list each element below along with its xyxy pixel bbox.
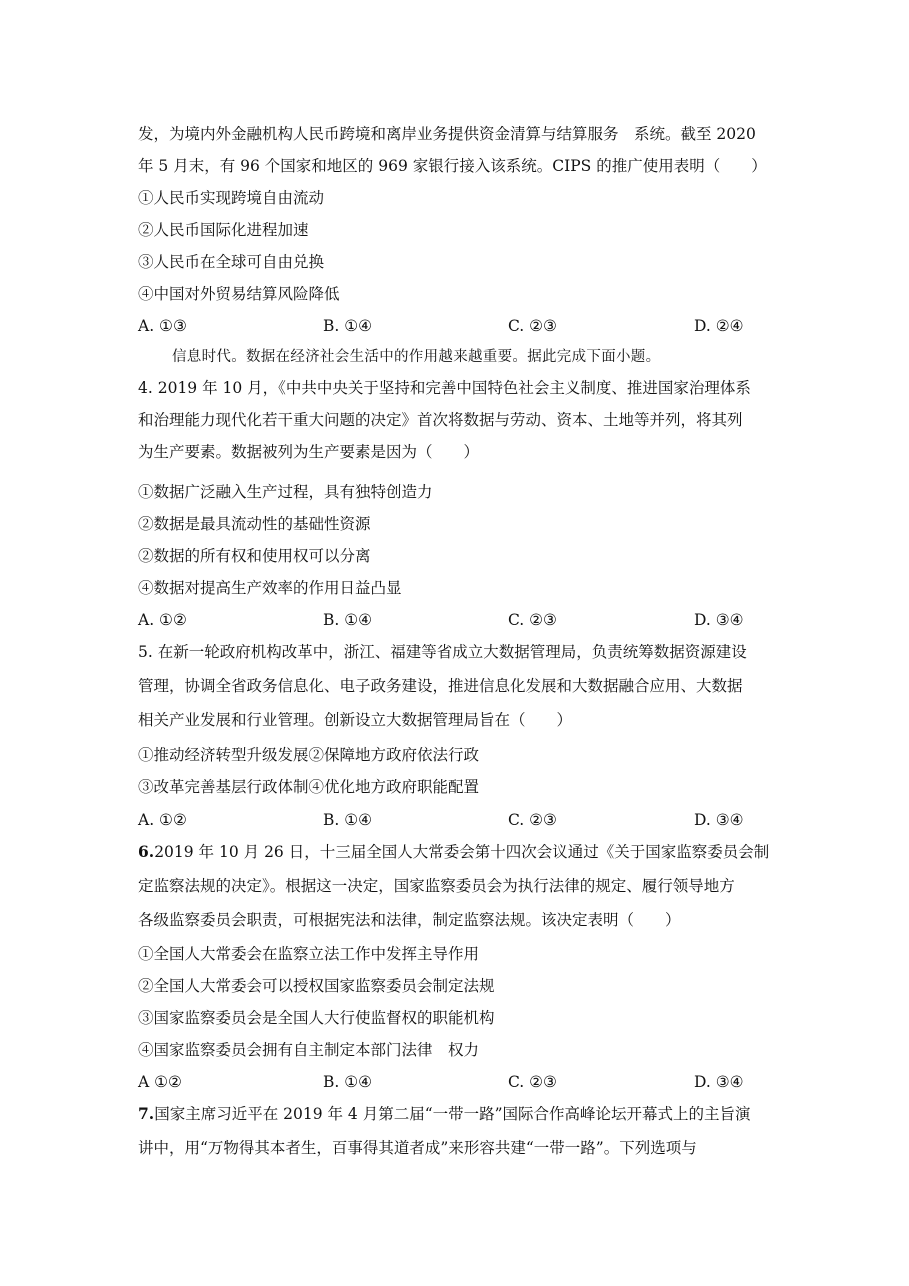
q4-item-2: ②数据是最具流动性的基础性资源 (138, 515, 371, 533)
q3-option-c: C. ②③ (508, 317, 557, 335)
q5-item-1: ①推动经济转型升级发展②保障地方政府依法行政 (138, 746, 480, 764)
section-intro: 信息时代。数据在经济社会生活中的作用越来越重要。据此完成下面小题。 (172, 349, 661, 365)
q6-item-2: ②全国人大常委会可以授权国家监察委员会制定法规 (138, 977, 495, 995)
q4-item-1: ①数据广泛融入生产过程，具有独特创造力 (138, 483, 433, 501)
q3-option-d: D. ②④ (694, 317, 744, 335)
q5-option-a: A. ①② (138, 811, 187, 829)
q3-item-1: ①人民币实现跨境自由流动 (138, 189, 325, 207)
q4-option-b: B. ①④ (323, 611, 373, 629)
q4-option-d: D. ③④ (694, 611, 744, 629)
q5-text-line-2: 管理，协调全省政务信息化、电子政务建设，推进信息化发展和大数据融合应用、大数据 (138, 677, 743, 695)
q3-option-b: B. ①④ (323, 317, 373, 335)
q5-text-line-1: 5. 在新一轮政府机构改革中，浙江、福建等省成立大数据管理局，负责统筹数据资源建设 (138, 643, 747, 661)
q6-option-d: D. ③④ (694, 1073, 744, 1091)
q4-text-line-1: 4. 2019 年 10 月，《中共中央关于坚持和完善中国特色社会主义制度、推进国家治理体系 (138, 379, 751, 397)
q3-option-a: A. ①③ (138, 317, 187, 335)
q3-item-2: ②人民币国际化进程加速 (138, 221, 309, 239)
q4-text-line-3: 为生产要素。数据被列为生产要素是因为（ ） (138, 443, 480, 461)
q4-item-3: ②数据的所有权和使用权可以分离 (138, 547, 371, 565)
q3-item-4: ④中国对外贸易结算风险降低 (138, 285, 340, 303)
q7-text-line-2: 讲中，用“万物得其本者生，百事得其道者成”来形容共建“一带一路”。下列选项与 (138, 1139, 697, 1157)
q6-item-3: ③国家监察委员会是全国人大行使监督权的职能机构 (138, 1009, 495, 1027)
q6-option-a: A ①② (138, 1073, 182, 1091)
q6-text-line-3: 各级监察委员会职责，可根据宪法和法律，制定监察法规。该决定表明（ ） (138, 911, 681, 929)
q3-text-line-2: 年 5 月末，有 96 个国家和地区的 969 家银行接入该系统。CIPS 的推广使用表明（ ） (138, 157, 767, 175)
q4-option-a: A. ①② (138, 611, 187, 629)
q7-text-line-1 (138, 1104, 778, 1124)
q6-text-line-2: 定监察法规的决定》。根据这一决定，国家监察委员会为执行法律的规定、履行领导地方 (138, 877, 735, 895)
q6-option-c: C. ②③ (508, 1073, 557, 1091)
q6-text-line-1-body: 2019 年 10 月 26 日，十三届全国人大常委会第十四次会议通过《关于国家监察委员会制 (154, 843, 770, 861)
q4-option-c: C. ②③ (508, 611, 557, 629)
q6-text-line-1 (138, 842, 778, 862)
q5-text-line-3: 相关产业发展和行业管理。创新设立大数据管理局旨在（ ） (138, 711, 573, 729)
q7-number: 7. (138, 1104, 155, 1123)
q6-item-1: ①全国人大常委会在监察立法工作中发挥主导作用 (138, 945, 480, 963)
q3-item-3: ③人民币在全球可自由兑换 (138, 253, 325, 271)
q6-item-4: ④国家监察委员会拥有自主制定本部门法律 权力 (138, 1041, 480, 1059)
q5-option-b: B. ①④ (323, 811, 373, 829)
q5-item-2: ③改革完善基层行政体制④优化地方政府职能配置 (138, 778, 480, 796)
q7-text-line-1-body: 国家主席习近平在 2019 年 4 月第二届“一带一路”国际合作高峰论坛开幕式上的主旨演 (154, 1105, 751, 1123)
q4-text-line-2: 和治理能力现代化若干重大问题的决定》首次将数据与劳动、资本、土地等并列，将其列 (138, 411, 743, 429)
q5-option-d: D. ③④ (694, 811, 744, 829)
q6-number: 6. (138, 842, 155, 861)
q6-option-b: B. ①④ (323, 1073, 373, 1091)
q4-item-4: ④数据对提高生产效率的作用日益凸显 (138, 579, 402, 597)
q3-text-line-1: 发，为境内外金融机构人民币跨境和离岸业务提供资金清算与结算服务 系统。截至 2020 (138, 125, 756, 143)
q5-option-c: C. ②③ (508, 811, 557, 829)
